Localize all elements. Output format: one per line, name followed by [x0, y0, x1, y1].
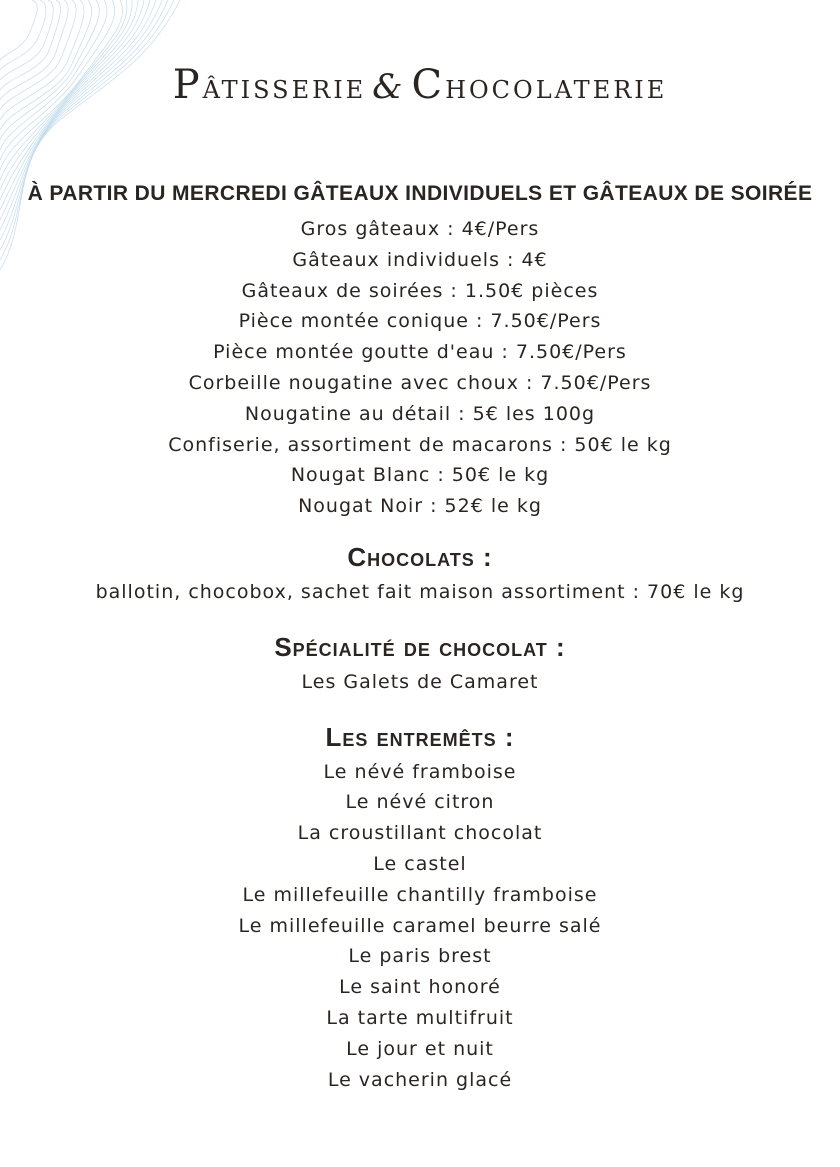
menu-content — [0, 182, 840, 1095]
list-item: Pièce montée conique : 7.50€/Pers — [238, 310, 602, 333]
section-heading-entremets: Les entremêts : — [325, 721, 515, 752]
list-item: Gros gâteaux : 4€/Pers — [300, 218, 540, 240]
list-item: Le névé citron — [345, 791, 495, 814]
list-item: Le millefeuille chantilly framboise — [242, 883, 598, 906]
page-title: Pâtisserie & Chocolaterie — [172, 62, 668, 108]
list-item: Le castel — [373, 852, 467, 875]
list-item: Nougat Noir : 52€ le kg — [298, 495, 542, 518]
list-item: Nougat Blanc : 50€ le kg — [290, 464, 550, 487]
section-heading-gateaux: À PARTIR DU MERCREDI GÂTEAUX INDIVIDUELS ET GÂTEAUX DE SOIRÉE — [27, 182, 813, 205]
list-item: Nougatine au détail : 5€ les 100g — [244, 402, 596, 425]
list-item: Gâteaux individuels : 4€ — [292, 248, 548, 271]
list-item: Le jour et nuit — [346, 1037, 494, 1060]
list-item: Le paris brest — [348, 945, 492, 968]
ampersand: & — [372, 67, 406, 107]
list-item: Pièce montée goutte d'eau : 7.50€/Pers — [213, 341, 627, 364]
list-item: Le névé framboise — [323, 760, 517, 783]
list-item: Le millefeuille caramel beurre salé — [238, 914, 602, 937]
section-heading-chocolats: Chocolats : — [347, 541, 493, 572]
list-item: Le vacherin glacé — [327, 1068, 513, 1091]
list-item: Gâteaux de soirées : 1.50€ pièces — [241, 279, 599, 302]
list-specialite — [0, 667, 840, 698]
list-gateaux — [0, 214, 840, 522]
list-chocolats — [0, 577, 840, 608]
list-item: Corbeille nougatine avec choux : 7.50€/Pers — [188, 371, 652, 394]
list-entremets — [0, 757, 840, 1096]
list-item: ballotin, chocobox, sachet fait maison assortiment : 70€ le kg — [95, 580, 745, 603]
list-item: Le saint honoré — [339, 976, 501, 999]
list-item: Confiserie, assortiment de macarons : 50€ le kg — [168, 433, 672, 456]
list-item: La tarte multifruit — [326, 1006, 514, 1029]
list-item: La croustillant chocolat — [297, 822, 543, 845]
section-heading-specialite: Spécialité de chocolat : — [274, 631, 566, 662]
list-item: Les Galets de Camaret — [301, 670, 539, 693]
